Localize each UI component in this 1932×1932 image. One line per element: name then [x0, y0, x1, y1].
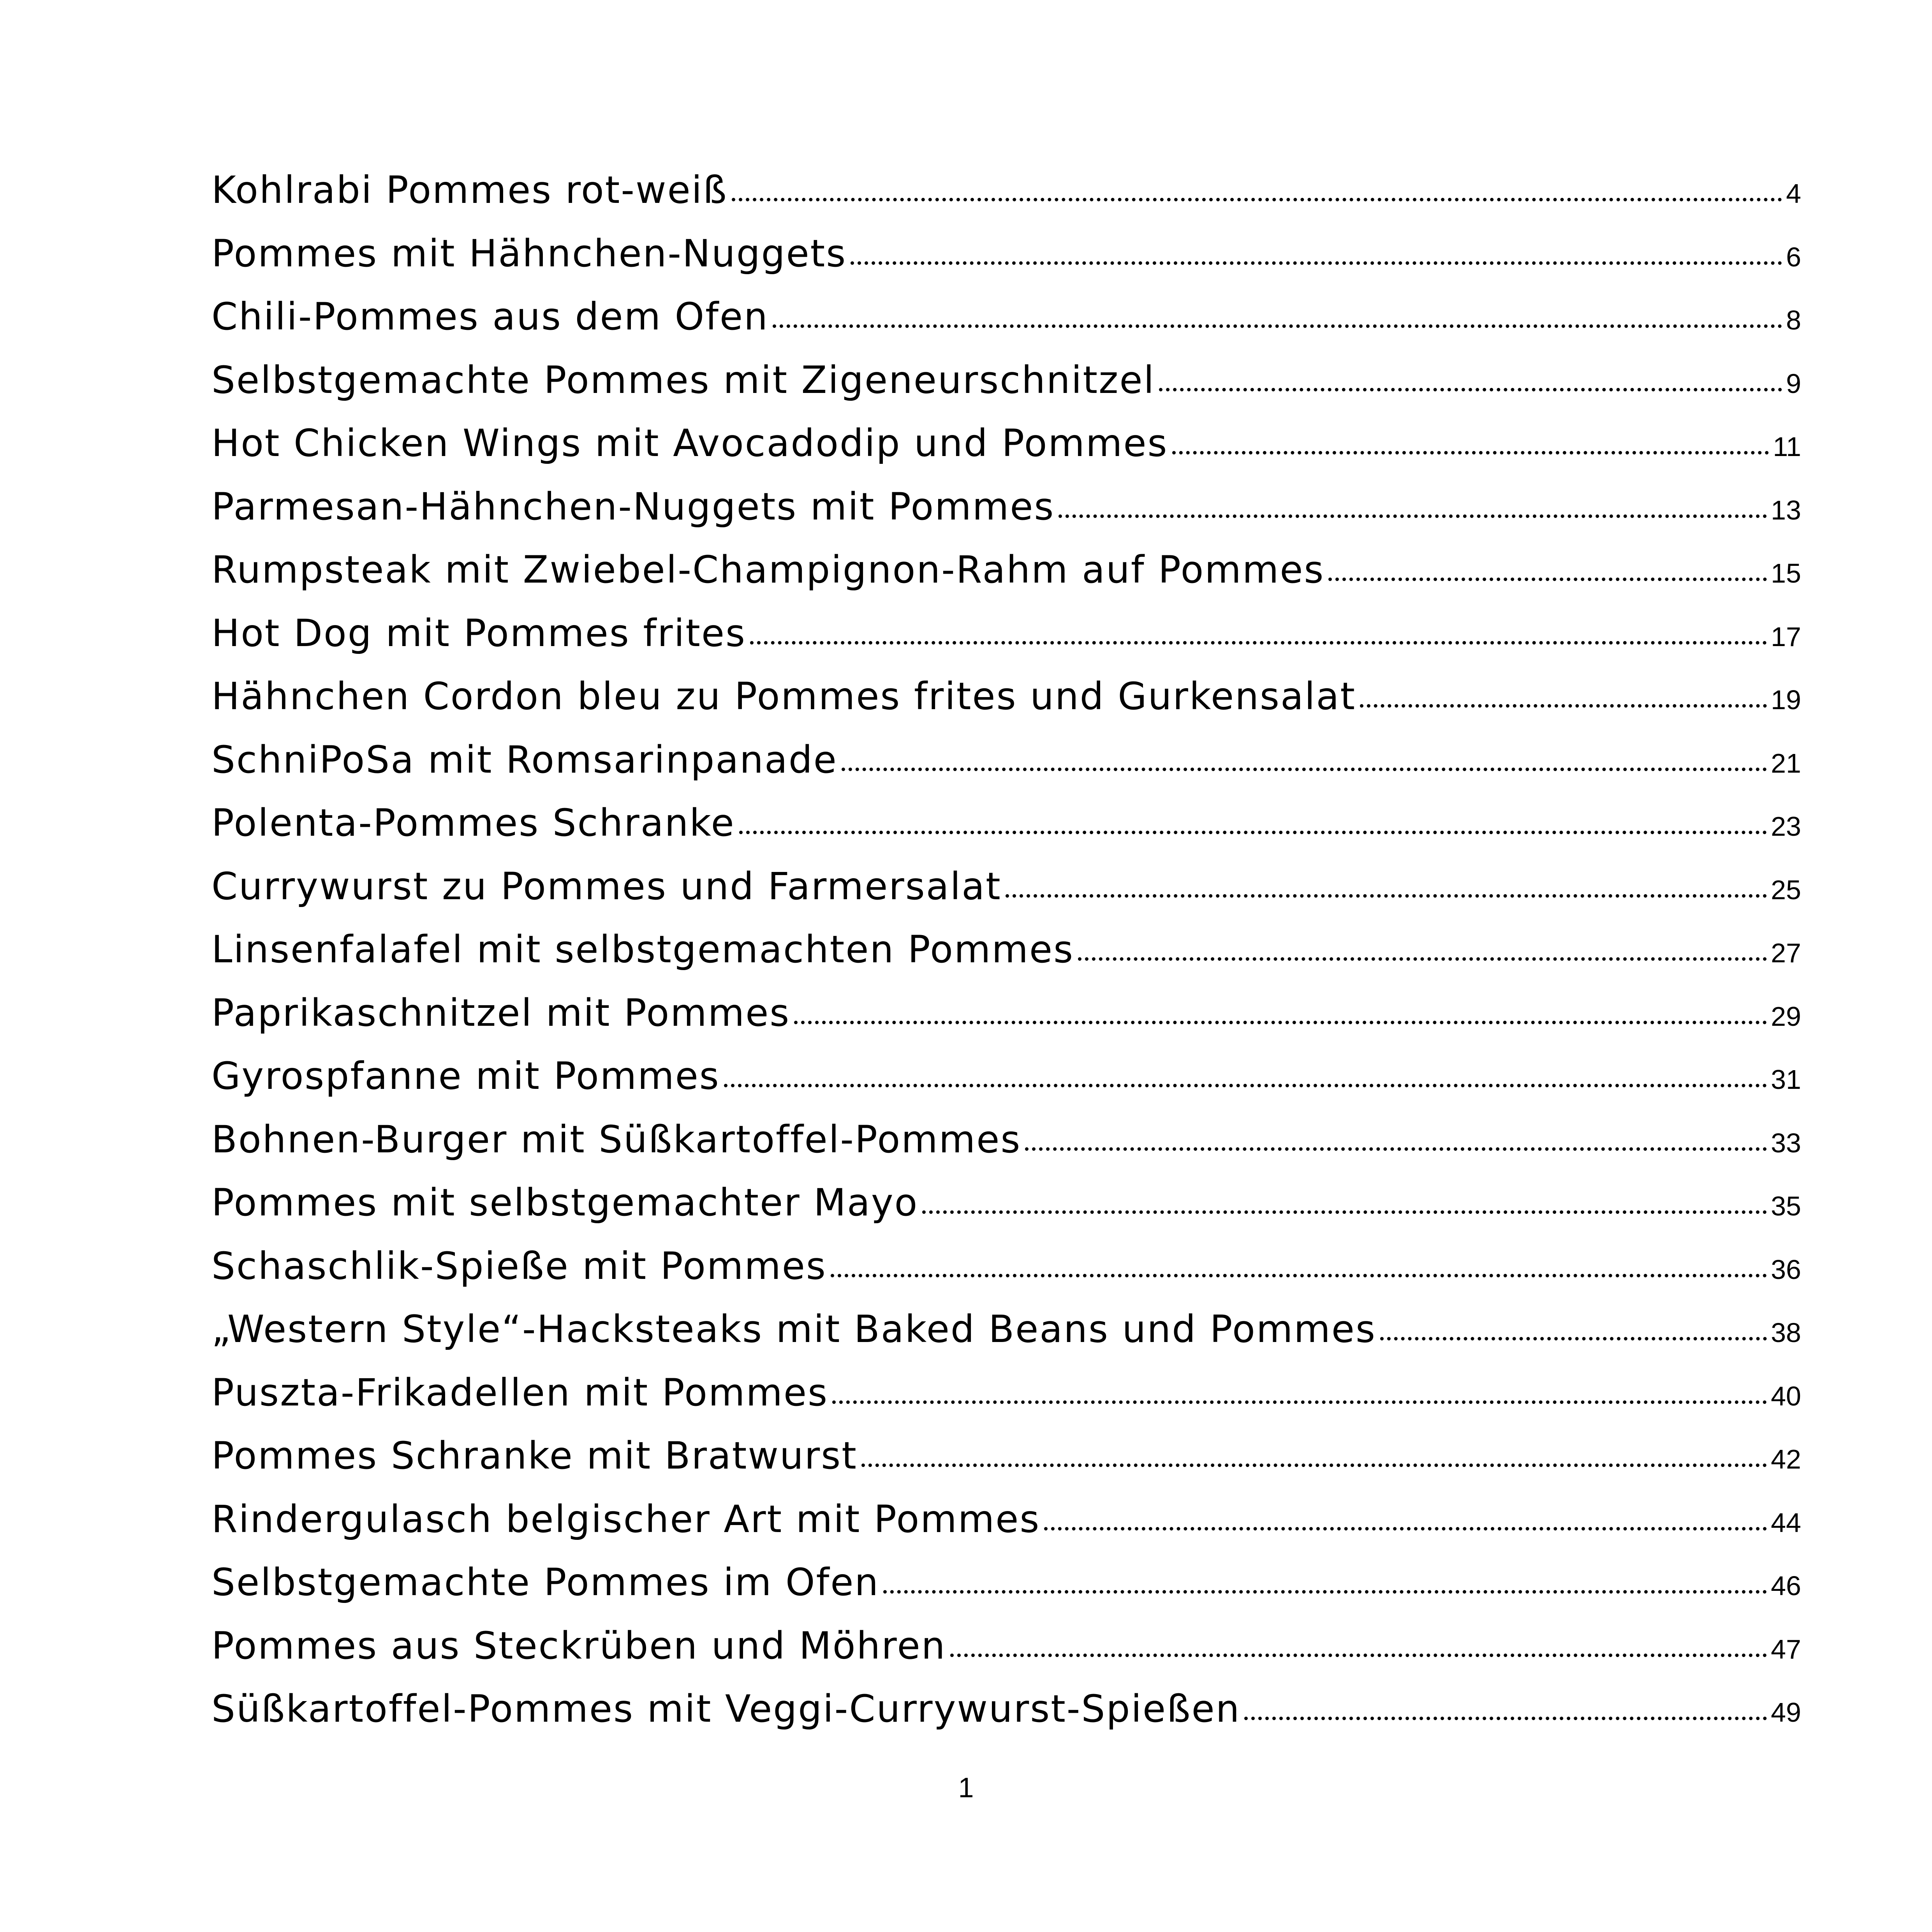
toc-entry-page: 33: [1771, 1127, 1801, 1158]
toc-entry-page: 25: [1771, 874, 1801, 905]
toc-entry-title: Chili-Pommes aus dem Ofen: [211, 298, 769, 338]
toc-entry[interactable]: [211, 868, 1801, 931]
toc-entry-title: Hähnchen Cordon bleu zu Pommes frites und Gurkensalat: [211, 678, 1356, 718]
toc-dot-leader: [922, 1210, 1767, 1214]
toc-dot-leader: [1025, 1147, 1767, 1151]
toc-entry-page: 11: [1773, 431, 1801, 462]
toc-entry-page: 38: [1771, 1317, 1801, 1348]
toc-entry-title: Schaschlik-Spieße mit Pommes: [211, 1247, 827, 1288]
toc-entry-title: Rindergulasch belgischer Art mit Pommes: [211, 1500, 1041, 1541]
toc-entry-page: 27: [1771, 938, 1801, 968]
toc-dot-leader: [773, 324, 1782, 328]
toc-entry[interactable]: [211, 298, 1801, 361]
toc-entry-title: „Western Style“-Hacksteaks mit Baked Beans und Pommes: [211, 1310, 1376, 1351]
toc-entry-title: Selbstgemachte Pommes mit Zigeneurschnitzel: [211, 361, 1155, 402]
toc-dot-leader: [1172, 451, 1769, 454]
toc-entry-page: 19: [1771, 685, 1801, 715]
toc-entry-title: Linsenfalafel mit selbstgemachten Pommes: [211, 931, 1074, 971]
toc-dot-leader: [724, 1084, 1767, 1087]
toc-entry-title: Rumpsteak mit Zwiebel-Champignon-Rahm auf Pommes: [211, 551, 1325, 592]
table-of-contents: [211, 171, 1801, 1754]
toc-entry-page: 13: [1771, 495, 1801, 525]
toc-entry-title: Gyrospfanne mit Pommes: [211, 1057, 720, 1098]
page-number: 1: [958, 1772, 974, 1803]
toc-dot-leader: [1360, 704, 1767, 708]
toc-dot-leader: [1078, 957, 1767, 961]
toc-entry-page: 40: [1771, 1381, 1801, 1411]
toc-entry-page: 17: [1771, 621, 1801, 652]
toc-entry-title: Pommes Schranke mit Bratwurst: [211, 1437, 858, 1478]
toc-dot-leader: [1159, 388, 1782, 391]
toc-entry[interactable]: [211, 1627, 1801, 1691]
toc-entry[interactable]: [211, 1121, 1801, 1184]
toc-entry-page: 44: [1771, 1507, 1801, 1538]
toc-entry-title: Kohlrabi Pommes rot-weiß: [211, 171, 728, 212]
toc-dot-leader: [1044, 1527, 1767, 1530]
toc-entry-page: 29: [1771, 1001, 1801, 1032]
toc-entry-page: 21: [1771, 748, 1801, 778]
toc-entry[interactable]: [211, 1310, 1801, 1374]
toc-dot-leader: [950, 1654, 1767, 1657]
toc-entry[interactable]: [211, 1437, 1801, 1501]
toc-entry-page: 8: [1786, 305, 1801, 335]
toc-entry-title: Pommes mit Hähnchen-Nuggets: [211, 234, 847, 275]
toc-entry-title: Bohnen-Burger mit Süßkartoffel-Pommes: [211, 1120, 1021, 1161]
toc-dot-leader: [861, 1464, 1767, 1467]
toc-dot-leader: [794, 1021, 1767, 1024]
toc-entry[interactable]: [211, 615, 1801, 678]
toc-entry[interactable]: [211, 1057, 1801, 1121]
toc-entry[interactable]: [211, 1184, 1801, 1247]
toc-dot-leader: [732, 198, 1782, 201]
toc-entry[interactable]: [211, 678, 1801, 741]
toc-entry[interactable]: [211, 1247, 1801, 1311]
toc-entry[interactable]: [211, 235, 1801, 298]
toc-dot-leader: [883, 1590, 1767, 1594]
toc-entry-title: Süßkartoffel-Pommes mit Veggi-Currywurst-Spießen: [211, 1690, 1241, 1731]
toc-entry[interactable]: [211, 1690, 1801, 1754]
toc-entry[interactable]: [211, 361, 1801, 425]
toc-entry-title: Puszta-Frikadellen mit Pommes: [211, 1374, 829, 1414]
toc-entry[interactable]: [211, 741, 1801, 805]
toc-entry[interactable]: [211, 171, 1801, 235]
toc-entry-page: 46: [1771, 1571, 1801, 1601]
toc-entry-page: 4: [1786, 178, 1801, 209]
toc-dot-leader: [842, 768, 1767, 771]
toc-entry-title: Polenta-Pommes Schranke: [211, 804, 735, 845]
toc-entry[interactable]: [211, 1374, 1801, 1437]
toc-entry-title: Pommes mit selbstgemachter Mayo: [211, 1184, 919, 1224]
toc-entry-title: Parmesan-Hähnchen-Nuggets mit Pommes: [211, 488, 1055, 528]
toc-entry[interactable]: [211, 488, 1801, 551]
toc-entry-page: 31: [1771, 1064, 1801, 1095]
toc-entry-title: Paprikaschnitzel mit Pommes: [211, 994, 791, 1035]
toc-dot-leader: [739, 831, 1767, 834]
toc-dot-leader: [1006, 894, 1767, 898]
toc-entry-page: 15: [1771, 558, 1801, 588]
toc-entry-page: 23: [1771, 811, 1801, 842]
toc-entry-title: Hot Dog mit Pommes frites: [211, 614, 747, 655]
toc-entry[interactable]: [211, 1501, 1801, 1564]
toc-entry[interactable]: [211, 1564, 1801, 1627]
toc-entry-title: Selbstgemachte Pommes im Ofen: [211, 1564, 880, 1604]
toc-dot-leader: [1058, 514, 1767, 518]
toc-entry-page: 42: [1771, 1444, 1801, 1474]
toc-entry-title: Pommes aus Steckrüben und Möhren: [211, 1627, 946, 1668]
toc-dot-leader: [851, 261, 1782, 265]
toc-dot-leader: [831, 1274, 1767, 1277]
toc-entry-page: 6: [1786, 241, 1801, 272]
toc-entry[interactable]: [211, 994, 1801, 1058]
toc-dot-leader: [1328, 578, 1767, 581]
toc-entry[interactable]: [211, 551, 1801, 615]
toc-dot-leader: [832, 1400, 1767, 1404]
toc-entry[interactable]: [211, 931, 1801, 994]
toc-entry-title: SchniPoSa mit Romsarinpanade: [211, 741, 838, 782]
toc-entry-title: Currywurst zu Pommes und Farmersalat: [211, 867, 1002, 908]
toc-entry-title: Hot Chicken Wings mit Avocadodip und Pommes: [211, 424, 1168, 465]
toc-dot-leader: [750, 641, 1767, 645]
toc-entry-page: 36: [1771, 1254, 1801, 1285]
toc-dot-leader: [1244, 1717, 1767, 1720]
toc-entry-page: 9: [1786, 368, 1801, 399]
toc-dot-leader: [1380, 1337, 1767, 1340]
toc-entry[interactable]: [211, 424, 1801, 488]
toc-entry[interactable]: [211, 804, 1801, 868]
toc-entry-page: 35: [1771, 1191, 1801, 1221]
toc-entry-page: 47: [1771, 1634, 1801, 1664]
toc-entry-page: 49: [1771, 1697, 1801, 1728]
